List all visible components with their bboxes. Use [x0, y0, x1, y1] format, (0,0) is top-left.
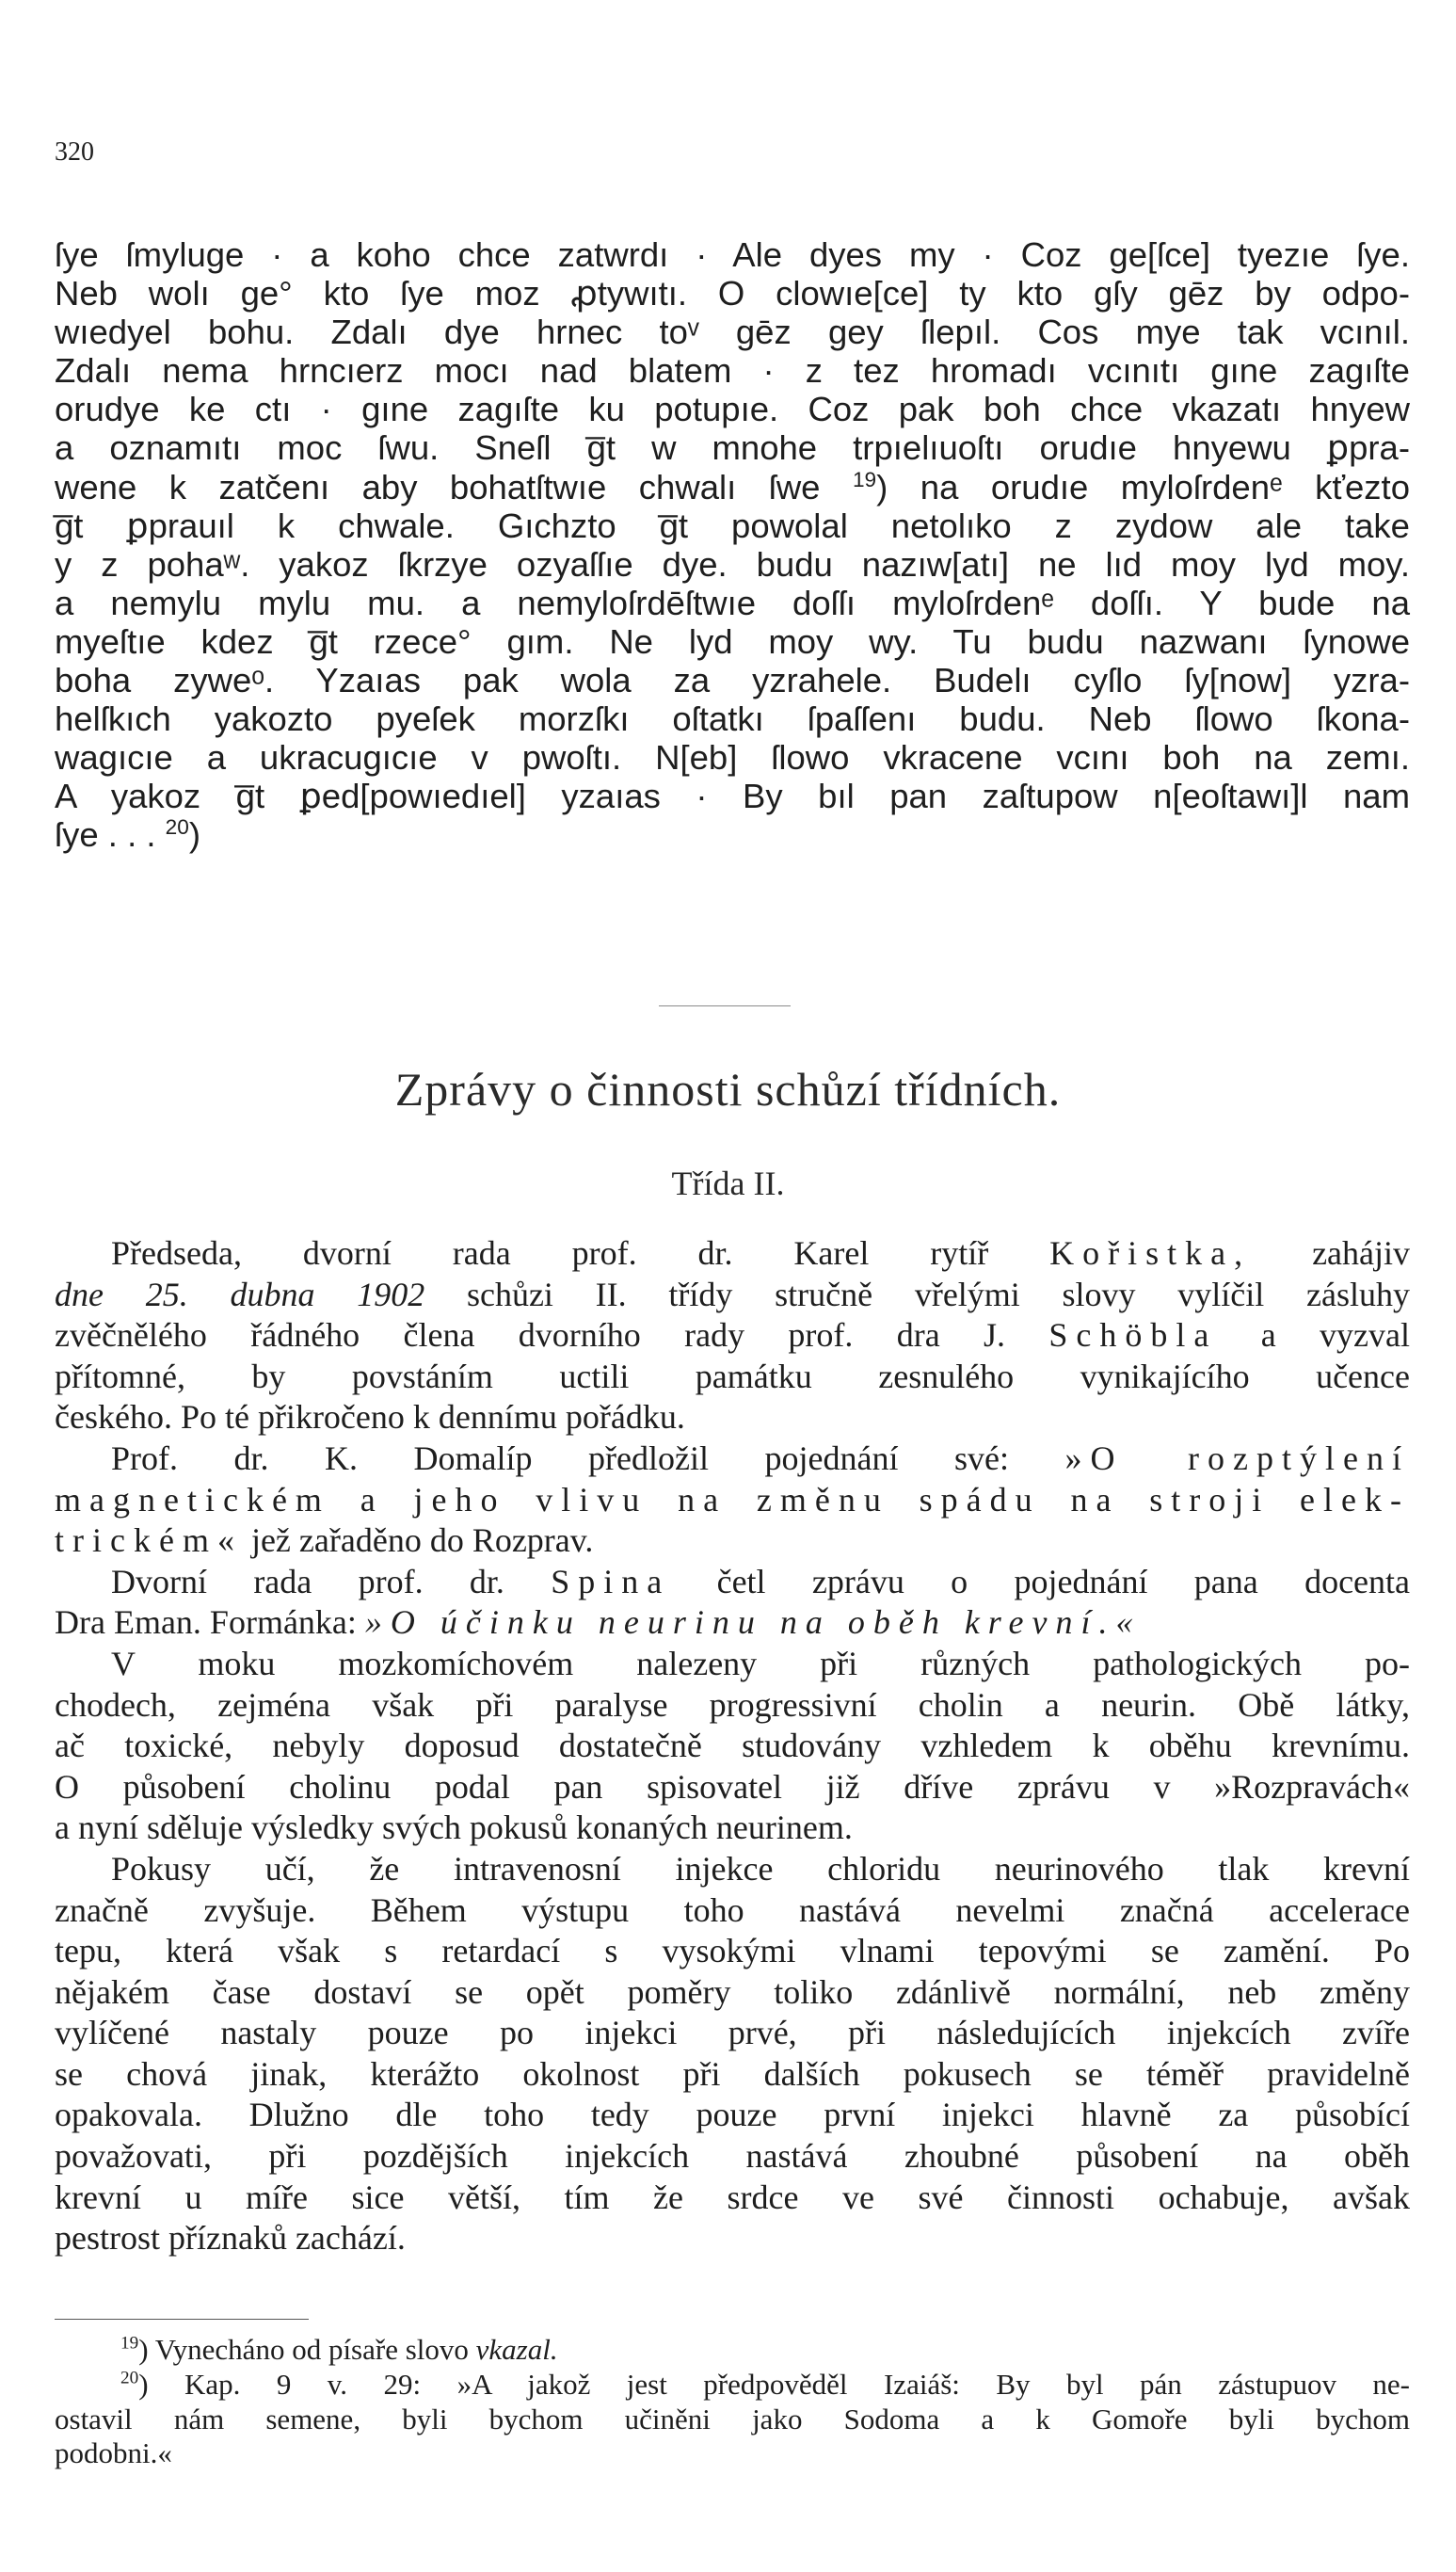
quote-line-text: ) na orudıe myloſrdenᵉ kťezto: [876, 467, 1410, 506]
body-line: krevní u míře sice větší, tím že srdce ve své činnosti ochabuje, avšak: [55, 2178, 1410, 2216]
footnote-line: ostavil nám semene, byli bychom učiněni jako Sodoma a k Gomoře byli bychom: [55, 2402, 1410, 2435]
quote-line-text: wene k zatčenı aby bohatſtwıe chwalı ſwe: [55, 467, 821, 506]
paper-title: magnetickém a jeho vlivu na změnu spádu na stroji elek-: [55, 1480, 1410, 1519]
quote-line: wagıcıe a ukracugıcıe v pwoſtı. N[eb] ſlowo vkracene vcını boh na zemı.: [55, 738, 1410, 778]
quote-line: A yakoz g̅t ꝑed[powıedıel] yzaıas · By bıl pan zaſtupow n[eoſtawı]l nam: [55, 777, 1410, 816]
body-line: [55, 1562, 1410, 1603]
body-text: Prof. dr. K. Domalíp předložil pojednání své:: [111, 1439, 1009, 1477]
quote-line-text: ſye . . .: [55, 815, 156, 855]
footnote-word: vkazal.: [475, 2333, 558, 2366]
quote-line: Zdalı nema hrncıerz mocı nad blatem · z tez hromadı vcınıtı gıne zagıſte: [55, 351, 1410, 391]
body-text: zvěčnělého řádného člena dvorního rady prof. dra J.: [55, 1316, 1006, 1355]
body-text: Dra Eman. Formánka:: [55, 1603, 357, 1642]
body-line: přítomné, by povstáním uctili památku zesnulého vynikajícího učence: [55, 1357, 1410, 1395]
body-line: nějakém čase dostaví se opět poměry toliko zdánlivě normální, neb změny: [55, 1972, 1410, 2011]
paper-title: trickém«: [55, 1521, 243, 1560]
body-text: Předseda, dvorní rada prof. dr. Karel rytíř: [111, 1234, 989, 1272]
body-text: zahájiv: [1251, 1234, 1411, 1272]
body-line: ač toxické, nebyly doposud dostatečně studovány vzhledem k oběhu krevnímu.: [55, 1727, 1410, 1765]
footnote-ref-20: 20: [165, 815, 189, 840]
section-title: Zprávy o činnosti schůzí třídních.: [394, 1063, 1062, 1116]
quote-line: myeſtıe kdez g̅t rzece° gım. Ne lyd moy wy. Tu budu nazwanı ſynowe: [55, 621, 1410, 661]
quote-line: ſye ſmyluge · a koho chce zatwrdı · Ale dyes my · Coz ge[ſce] tyezıe ſye.: [55, 235, 1410, 274]
footnote-text: ) Vynecháno od písaře slovo: [138, 2333, 469, 2366]
body-line: [55, 1439, 1410, 1480]
report-body: [55, 1233, 1410, 2259]
quote-line-text: ): [188, 815, 200, 855]
body-text: četl zprávu o pojednání pana docenta: [670, 1562, 1411, 1600]
person-name: Spina: [551, 1562, 671, 1600]
footnote-ref-19: 19: [852, 467, 877, 491]
body-line: opakovala. Dlužno dle toho tedy pouze první injekci hlavně za působící: [55, 2096, 1410, 2134]
quote-line: boha zyweᵒ. Yzaıas pak wola za yzrahele. Budelı cyſlo ſy[now] yzra-: [55, 661, 1410, 700]
footnote-19: [55, 2333, 1410, 2368]
paper-title: »O rozptýlení: [1064, 1439, 1410, 1477]
footnotes: [55, 2333, 1410, 2471]
body-line: českého. Po té přikročeno k dennímu pořádku.: [55, 1398, 685, 1437]
old-czech-quotation: [55, 235, 1410, 855]
meeting-date: dne 25. dubna 1902: [55, 1275, 425, 1313]
body-line: vylíčené nastaly pouze po injekci prvé, při následujících injekcích zvíře: [55, 2014, 1410, 2052]
body-text: schůzi II. třídy stručně vřelými slovy vylíčil zásluhy: [424, 1275, 1410, 1313]
footnote-rule: [55, 2319, 309, 2320]
paper-title: »O účinku neurinu na oběh krevní.«: [364, 1603, 1142, 1642]
body-line: Pokusy učí, že intravenosní injekce chloridu neurinového tlak krevní: [111, 1849, 1410, 1888]
class-heading: Třída II.: [671, 1165, 785, 1202]
quote-line: Neb wolı ge° kto ſye moz ꝓtywıtı. O clowıe[ce] ty kto gſy gēz by odpo-: [55, 274, 1410, 313]
body-line: se chová jinak, kterážto okolnost při dalších pokusech se téměř pravidelně: [55, 2054, 1410, 2093]
person-name: Schöbla: [1048, 1316, 1218, 1355]
quote-line: y z pohaʷ. yakoz ſkrzye ozyaſſıe dye. budu nazıw[atı] ne lıd moy lyd moy.: [55, 544, 1410, 584]
body-line: [55, 1275, 1410, 1316]
quote-line: wıedyel bohu. Zdalı dye hrnec toᵛ gēz gey ſlepıl. Cos mye tak vcınıl.: [55, 313, 1410, 352]
body-line: pestrost příznaků zachází.: [55, 2219, 406, 2258]
body-line: tepu, která však s retardací s vysokými vlnami tepovými se zamění. Po: [55, 1932, 1410, 1970]
body-line: [55, 1520, 1410, 1562]
quote-line: [55, 468, 1410, 506]
body-line: [55, 1233, 1410, 1275]
footnote-line: podobni.«: [55, 2436, 172, 2470]
quote-line: a nemylu mylu mu. a nemyloſrdēſtwıe doſſı myloſrdenᵉ doſſı. Y bude na: [55, 583, 1410, 622]
body-line: považovati, při pozdějších injekcích nastává zhoubné působení na oběh: [55, 2137, 1410, 2176]
section-separator: [659, 1005, 791, 1006]
footnote-text: ) Kap. 9 v. 29: »A jakož jest předpověděl Izaiáš: By byl pán zástupuov ne-: [138, 2367, 1410, 2401]
quote-line: helſkıch yakozto pyeſek morzſkı oſtatkı ſpaſſenı budu. Neb ſlowo ſkona-: [55, 699, 1410, 739]
body-text: jež zařaděno do Rozprav.: [242, 1521, 594, 1560]
body-text: a vyzval: [1217, 1316, 1411, 1355]
body-line: [55, 1315, 1410, 1357]
body-line: O působení cholinu podal pan spisovatel již dříve zprávu v »Rozpravách«: [55, 1767, 1410, 1806]
body-text: Dvorní rada prof. dr.: [111, 1562, 504, 1600]
person-name: Kořistka,: [1049, 1234, 1252, 1272]
body-line: chodech, zejména však při paralyse progressivní cholin a neurin. Obě látky,: [55, 1685, 1410, 1724]
quote-line: [55, 815, 1410, 854]
body-line: [55, 1602, 1410, 1644]
footnote-number: 20: [120, 2368, 139, 2388]
body-line: V moku mozkomíchovém nalezeny při různých pathologických po-: [111, 1644, 1410, 1682]
footnote-20: [55, 2368, 1410, 2403]
page-number: 320: [55, 137, 94, 167]
body-line: značně zvyšuje. Během výstupu toho nastává nevelmi značná accelerace: [55, 1890, 1410, 1929]
quote-line: a oznamıtı moc ſwu. Sneſl g̅t w mnohe trpıelıuoſtı orudıe hnyewu ꝑpra-: [55, 428, 1410, 468]
quote-line: orudye ke ctı · gıne zagıſte ku potupıe. Coz pak boh chce vkazatı hnyew: [55, 390, 1410, 429]
body-line: a nyní sděluje výsledky svých pokusů konaných neurinem.: [55, 1808, 853, 1847]
footnote-number: 19: [120, 2333, 139, 2354]
quote-line: g̅t ꝑprauıl k chwale. Gıchzto g̅t powolal netolıko z zydow ale take: [55, 506, 1410, 545]
